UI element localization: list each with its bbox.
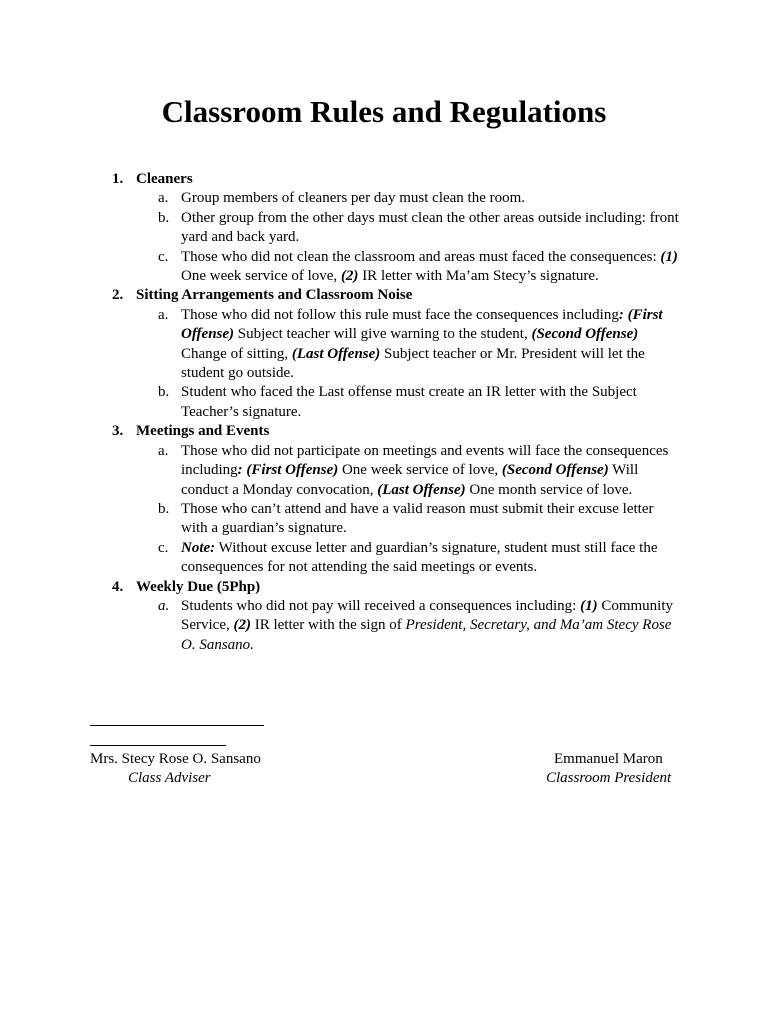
rule-text-segment: IR letter with Ma’am Stecy’s signature. (358, 268, 599, 285)
rule-item (112, 597, 682, 655)
rule-text-segment: (Last Offense) (291, 345, 381, 362)
rule-item-letter: c. (158, 539, 169, 556)
rule-text-segment: (Last Offense) (377, 481, 466, 498)
rule-text-segment: (1) (580, 597, 598, 614)
rule-text-segment: Subject teacher or Mr. President will let the student go outside. (181, 345, 645, 382)
document-title: Classroom Rules and Regulations (161, 94, 607, 129)
rules-list (112, 170, 682, 655)
rule-item (112, 383, 682, 422)
rule-text-segment: (Second Offense) (501, 462, 609, 479)
rule-text-segment: IR letter with the sign of (250, 617, 406, 634)
rule-text-segment: (2) (233, 617, 251, 634)
rule-text-segment: (1) (660, 248, 678, 265)
rule-text-segment: Student who faced the Last offense must create an IR letter with the Subject Teacher’s signature. (181, 384, 637, 420)
rule-item-letter: a. (158, 597, 170, 614)
rule-item (112, 209, 682, 248)
rule-item-letter: a. (158, 306, 169, 323)
president-name: Emmanuel Maron (554, 751, 663, 767)
rule-text-segment: Will conduct a Monday convocation, (181, 462, 639, 498)
rule-item (112, 248, 682, 287)
rule-item (112, 189, 682, 208)
rule-item (112, 500, 682, 539)
rule-text-segment: : (First Offense) (237, 462, 339, 479)
section-heading (112, 578, 682, 597)
rule-text-segment: One week service of love, (181, 268, 341, 285)
rule-item-letter: b. (158, 500, 170, 517)
adviser-name: Mrs. Stecy Rose O. Sansano (90, 751, 261, 767)
rule-text-segment: (2) (340, 268, 359, 285)
section-number: 3. (112, 423, 124, 440)
rule-text-segment: Community Service, (181, 597, 674, 634)
rule-text-segment: Those who did not participate on meetings and events will face the consequences including (181, 442, 669, 479)
rule-text-segment: Students who did not pay will received a consequences including: (181, 597, 581, 614)
president-title: Classroom President (546, 770, 672, 786)
rule-text-segment: Other group from the other days must clean the other areas outside including: front yard and back yard. (181, 209, 679, 246)
signature-line-1 (90, 725, 264, 726)
signature-line-2 (90, 745, 226, 746)
section-number: 2. (112, 287, 124, 304)
rule-item (112, 306, 682, 384)
rule-item-letter: b. (158, 384, 170, 401)
rule-item-letter: a. (158, 442, 169, 459)
rule-text-segment: Subject teacher will give warning to the student, (234, 326, 532, 343)
rule-text-segment: President, Secretary, and Ma’am Stecy Rose O. Sansano. (181, 617, 672, 653)
section-number: 1. (112, 171, 124, 187)
rule-text-segment: Those who did not clean the classroom and areas must faced the consequences: (181, 248, 661, 265)
adviser-title: Class Adviser (128, 770, 211, 786)
rule-item-letter: c. (158, 248, 169, 265)
rule-text-segment: Group members of cleaners per day must clean the room. (181, 190, 526, 207)
section-heading (112, 170, 682, 189)
section-heading-text: Sitting Arrangements and Classroom Noise (136, 287, 413, 304)
rule-item-letter: a. (158, 190, 169, 207)
rule-text-segment: Change of sitting, (181, 345, 292, 362)
rule-item (112, 539, 682, 578)
rule-item-letter: b. (158, 209, 170, 226)
rule-text-segment: Note: (181, 539, 216, 556)
section-heading-text: Weekly Due (5Php) (136, 578, 261, 595)
rule-item (112, 442, 682, 500)
rule-text-segment: (Second Offense) (531, 326, 639, 343)
rule-text-segment: One month service of love. (465, 481, 633, 498)
rule-text-segment: Those who did not follow this rule must face the consequences including (181, 306, 619, 323)
rule-text-segment: Those who can’t attend and have a valid reason must submit their excuse letter with a guardian’s signature. (181, 500, 654, 537)
rule-text-segment: One week service of love, (338, 462, 502, 479)
section-heading (112, 422, 682, 441)
rule-text-segment: Without excuse letter and guardian’s signature, student must still face the consequences for not attending the said meetings or events. (181, 539, 658, 576)
section-heading-text: Meetings and Events (136, 423, 270, 440)
rule-text-segment: : (First Offense) (181, 306, 663, 343)
section-heading (112, 286, 682, 305)
section-number: 4. (112, 578, 124, 595)
section-heading-text: Cleaners (136, 171, 193, 187)
